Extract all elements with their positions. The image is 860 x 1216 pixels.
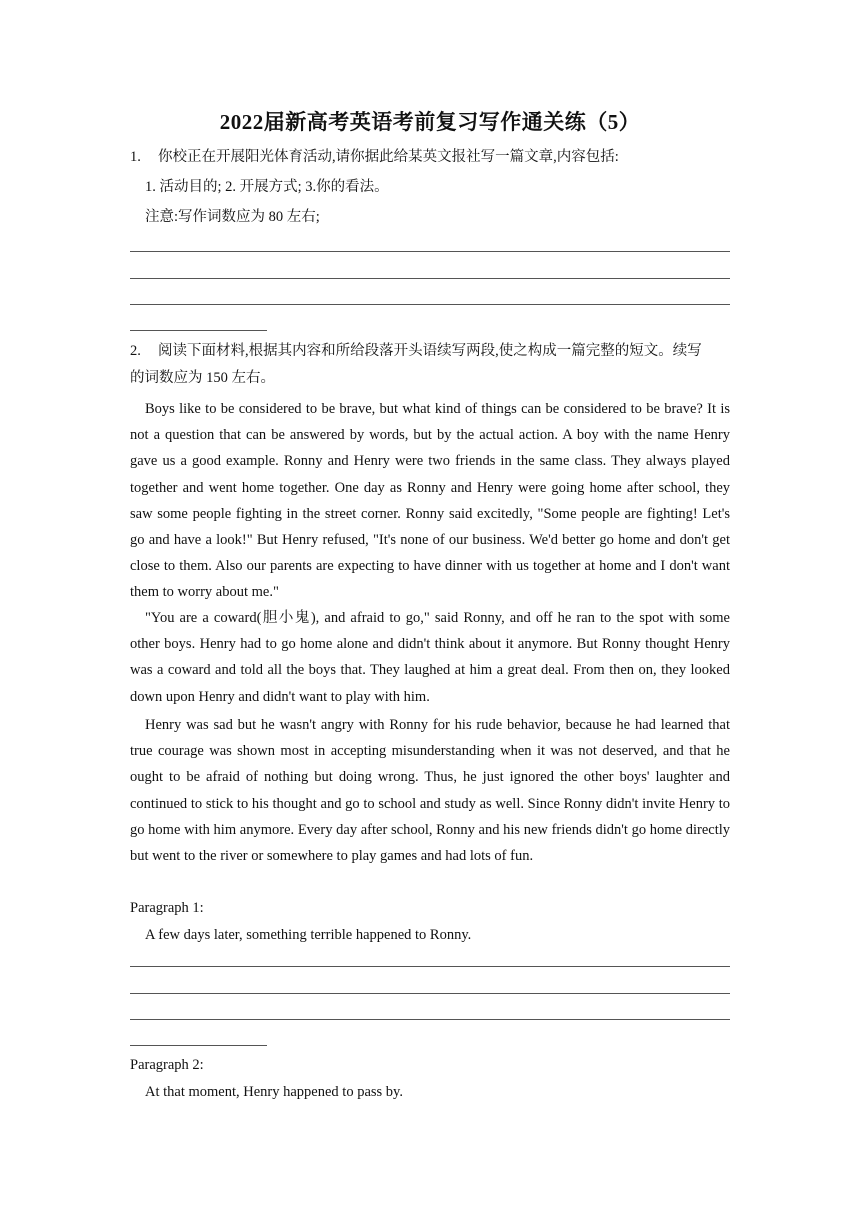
q1-number: 1. bbox=[130, 149, 141, 165]
answer-line bbox=[130, 251, 730, 252]
paragraph2-start: At that moment, Henry happened to pass by. bbox=[145, 1084, 403, 1100]
passage-paragraph: Boys like to be considered to be brave, but what kind of things can be considered to be brave? It is not a question that can be answered by words, but by the actual action. A boy with the name Henry gave us a good example. Ronny and Henry were two friends in the same class. They always played together and went home together. One day as Ronny and Henry were going home after school, they saw some people fighting in the street corner. Ronny said excitedly, "Some people are fighting! Let's go and have a look!" But Henry refused, "It's none of our business. We'd better go home and don't get close to them. Also our parents are expecting to have dinner with us together at home and I don't want them to worry about me." bbox=[130, 401, 730, 601]
q1-prompt: 你校正在开展阳光体育活动,请你据此给某英文报社写一篇文章,内容包括: bbox=[158, 149, 619, 165]
answer-line-short bbox=[130, 1045, 267, 1046]
answer-line bbox=[130, 993, 730, 994]
paragraph1-start: A few days later, something terrible happened to Ronny. bbox=[145, 927, 472, 943]
passage-paragraph: "You are a coward(胆小鬼), and afraid to go," said Ronny, and off he ran to the spot with some other boys. Henry had to go home alone and didn't think about it anymore. But Ronny thought Henry was a coward and told all the boys that. They laughed at him a great deal. From then on, they looked down upon Henry and didn't want to play with him. bbox=[130, 610, 730, 705]
paragraph1-label: Paragraph 1: bbox=[130, 900, 204, 916]
answer-line bbox=[130, 304, 730, 305]
q2-prompt-line2: 的词数应为 150 左右。 bbox=[130, 370, 275, 386]
answer-line bbox=[130, 1019, 730, 1020]
answer-line bbox=[130, 966, 730, 967]
q2-number: 2. bbox=[130, 343, 141, 359]
q1-points: 1. 活动目的; 2. 开展方式; 3.你的看法。 bbox=[145, 179, 389, 195]
q1-note: 注意:写作词数应为 80 左右; bbox=[145, 209, 320, 225]
passage-paragraph: Henry was sad but he wasn't angry with Ronny for his rude behavior, because he had learned that true courage was shown most in accepting misunderstanding when it was not deserved, and that he ought to be afraid of nothing but doing wrong. Thus, he just ignored the other boys' laughter and continued to stick to his thought and go to school and study as well. Since Ronny didn't invite Henry to go home with him anymore. Every day after school, Ronny and his new friends didn't go home directly but went to the river or somewhere to play games and had lots of fun. bbox=[130, 717, 730, 865]
paragraph2-label: Paragraph 2: bbox=[130, 1057, 204, 1073]
q2-prompt-line1: 阅读下面材料,根据其内容和所给段落开头语续写两段,使之构成一篇完整的短文。续写 bbox=[158, 343, 702, 359]
answer-line bbox=[130, 278, 730, 279]
page-title: 2022届新高考英语考前复习写作通关练（5） bbox=[219, 110, 641, 134]
answer-line-short bbox=[130, 330, 267, 331]
